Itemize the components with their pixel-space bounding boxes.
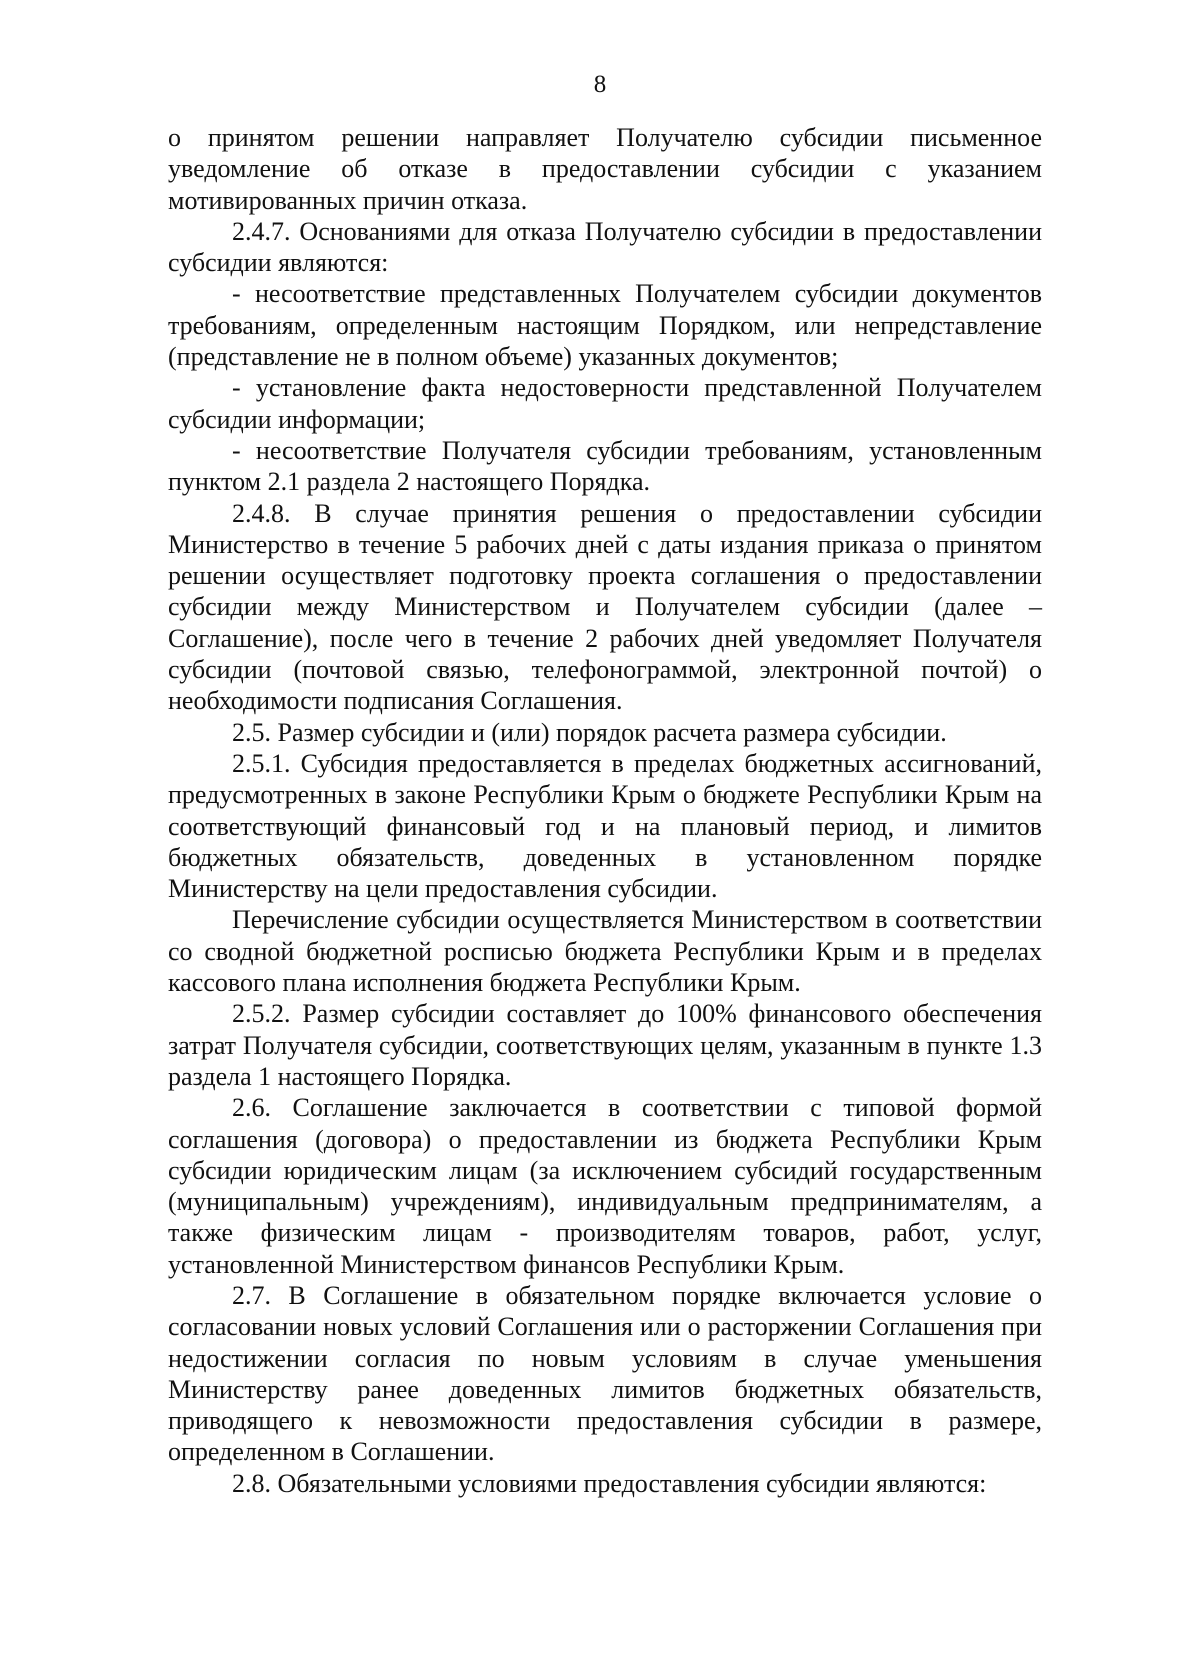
paragraph: - несоответствие Получателя субсидии требованиям, установленным пунктом 2.1 раздела 2 настоящего Порядка.	[168, 435, 1042, 497]
paragraph: 2.5. Размер субсидии и (или) порядок расчета размера субсидии.	[232, 717, 947, 747]
paragraph: 2.4.7. Основаниями для отказа Получателю субсидии в предоставлении субсидии являются:	[168, 216, 1042, 278]
paragraph: 2.4.8. В случае принятия решения о предоставлении субсидии Министерство в течение 5 рабочих дней с даты издания приказа о принятом решении осуществляет подготовку проекта соглашения о предоставлении субсидии между Министерством и Получателем субсидии (далее – Соглашение), после чего в течение 2 рабочих дней уведомляет Получателя субсидии (почтовой связью, телефонограммой, электронной почтой) о необходимости подписания Соглашения.	[168, 498, 1042, 716]
paragraph: 2.5.2. Размер субсидии составляет до 100% финансового обеспечения затрат Получателя субсидии, соответствующих целям, указанным в пункте 1.3 раздела 1 настоящего Порядка.	[168, 999, 1042, 1091]
paragraph: 2.7. В Соглашение в обязательном порядке включается условие о согласовании новых условий Соглашения или о расторжении Соглашения при недостижении согласия по новым условиям в случае уменьшения Министерству ранее доведенных лимитов бюджетных обязательств, приводящего к невозможности предоставления субсидии в размере, определенном в Соглашении.	[168, 1280, 1042, 1467]
paragraph: 2.6. Соглашение заключается в соответствии с типовой формой соглашения (договора) о предоставлении из бюджета Республики Крым субсидии юридическим лицам (за исключением субсидий государственным (муниципальным) учреждениям), индивидуальным предпринимателям, а также физическим лицам - производителям товаров, работ, услуг, установленной Министерством финансов Республики Крым.	[168, 1093, 1042, 1279]
paragraph: - установление факта недостоверности представленной Получателем субсидии информации;	[168, 373, 1042, 434]
paragraph: о принятом решении направляет Получателю субсидии письменное уведомление об отказе в предоставлении субсидии с указанием мотивированных причин отказа.	[168, 123, 1042, 215]
paragraph: 2.8. Обязательными условиями предоставления субсидии являются:	[232, 1468, 987, 1498]
document-body	[168, 122, 1042, 1499]
paragraph: Перечисление субсидии осуществляется Министерством в соответствии со сводной бюджетной росписью бюджета Республики Крым и в пределах кассового плана исполнения бюджета Республики Крым.	[168, 905, 1042, 998]
page-number: 8	[593, 71, 607, 98]
paragraph: - несоответствие представленных Получателем субсидии документов требованиям, определенным настоящим Порядком, или непредставление (представление не в полном объеме) указанных документов;	[168, 279, 1042, 372]
paragraph: 2.5.1. Субсидия предоставляется в пределах бюджетных ассигнований, предусмотренных в законе Республики Крым о бюджете Республики Крым на соответствующий финансовый год и на плановый период, и лимитов бюджетных обязательств, доведенных в установленном порядке Министерству на цели предоставления субсидии.	[168, 748, 1042, 904]
